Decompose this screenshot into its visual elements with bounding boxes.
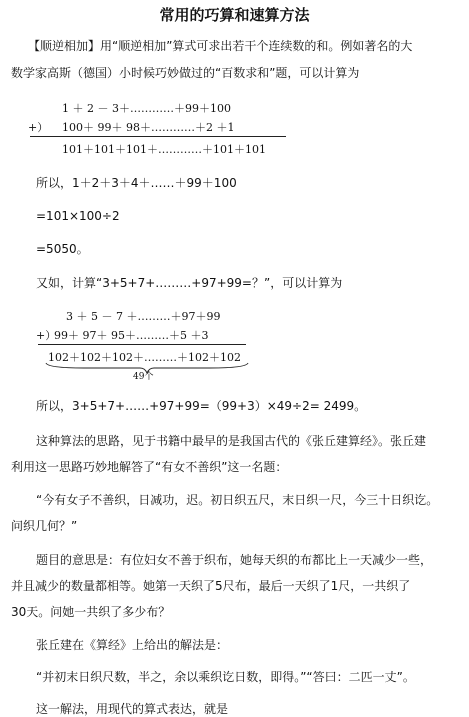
calc2-row-3: 102＋102＋102＋………＋102＋102 <box>48 351 241 364</box>
solution-intro: 张丘建在《算经》上给出的解法是： <box>36 638 229 652</box>
page-title: 常用的巧算和速算方法 <box>159 6 310 24</box>
history-line-1: 这种算法的思路，见于书籍中最早的是我国古代的《张丘建算经》。张丘建 <box>36 434 427 448</box>
eq1-line-2: =101×100÷2 <box>36 209 120 223</box>
calc1-plus-sign: +） <box>28 121 49 134</box>
quote-line-1: “今有女子不善织，日减功，迟。初日织五尺，末日织一尺，今三十日织讫。 <box>36 493 439 507</box>
calc1-row-3: 101＋101＋101＋…………＋101＋101 <box>62 143 266 156</box>
calc2-count-label: 49个 <box>133 372 154 382</box>
intro-line-2: 数学家高斯（德国）小时候巧妙做过的“百数求和”题，可以计算为 <box>11 66 360 80</box>
calc2-row-2: 99＋ 97＋ 95＋………＋5 ＋3 <box>54 329 209 342</box>
calc2-sum-line <box>38 344 246 345</box>
calc2-row-1: 3 ＋ 5 － 7 ＋………＋97＋99 <box>66 310 221 323</box>
closing-line: 这一解法，用现代的算式表达，就是 <box>36 702 229 716</box>
calc1-row-1: 1 ＋ 2 － 3＋…………＋99＋100 <box>62 102 231 115</box>
meaning-line-3: 30天。问她一共织了多少布？ <box>11 605 171 619</box>
meaning-line-2: 并且减少的数量都相等。她第一天织了5尺布，最后一天织了1尺，一共织了 <box>11 579 411 593</box>
history-line-2: 利用这一思路巧妙地解答了“有女不善织”这一名题： <box>11 460 288 474</box>
intro-line-1: 【顺逆相加】用“顺逆相加”算式可求出若干个连续数的和。例如著名的大 <box>28 39 413 53</box>
eq2-line: 所以，3+5+7+……+97+99=（99+3）×49÷2= 2499。 <box>36 399 367 413</box>
eq1-line-1: 所以，1＋2＋3＋4＋……＋99＋100 <box>36 176 237 190</box>
example2-intro: 又如，计算“3+5+7+………+97+99=？”，可以计算为 <box>36 276 343 290</box>
quote-line-2: 问织几何？” <box>11 519 78 533</box>
meaning-line-1: 题目的意思是：有位妇女不善于织布，她每天织的布都比上一天减少一些， <box>36 553 433 567</box>
calc1-sum-line <box>30 136 286 137</box>
eq1-line-3: =5050。 <box>36 242 89 256</box>
calc1-row-2: 100＋ 99＋ 98＋…………＋2 ＋1 <box>62 121 235 134</box>
solution-quote: “并初末日织尺数，半之，余以乘织讫日数，即得。”“答曰：二匹一丈”。 <box>36 670 415 684</box>
calc2-plus-sign: +） <box>36 329 57 342</box>
